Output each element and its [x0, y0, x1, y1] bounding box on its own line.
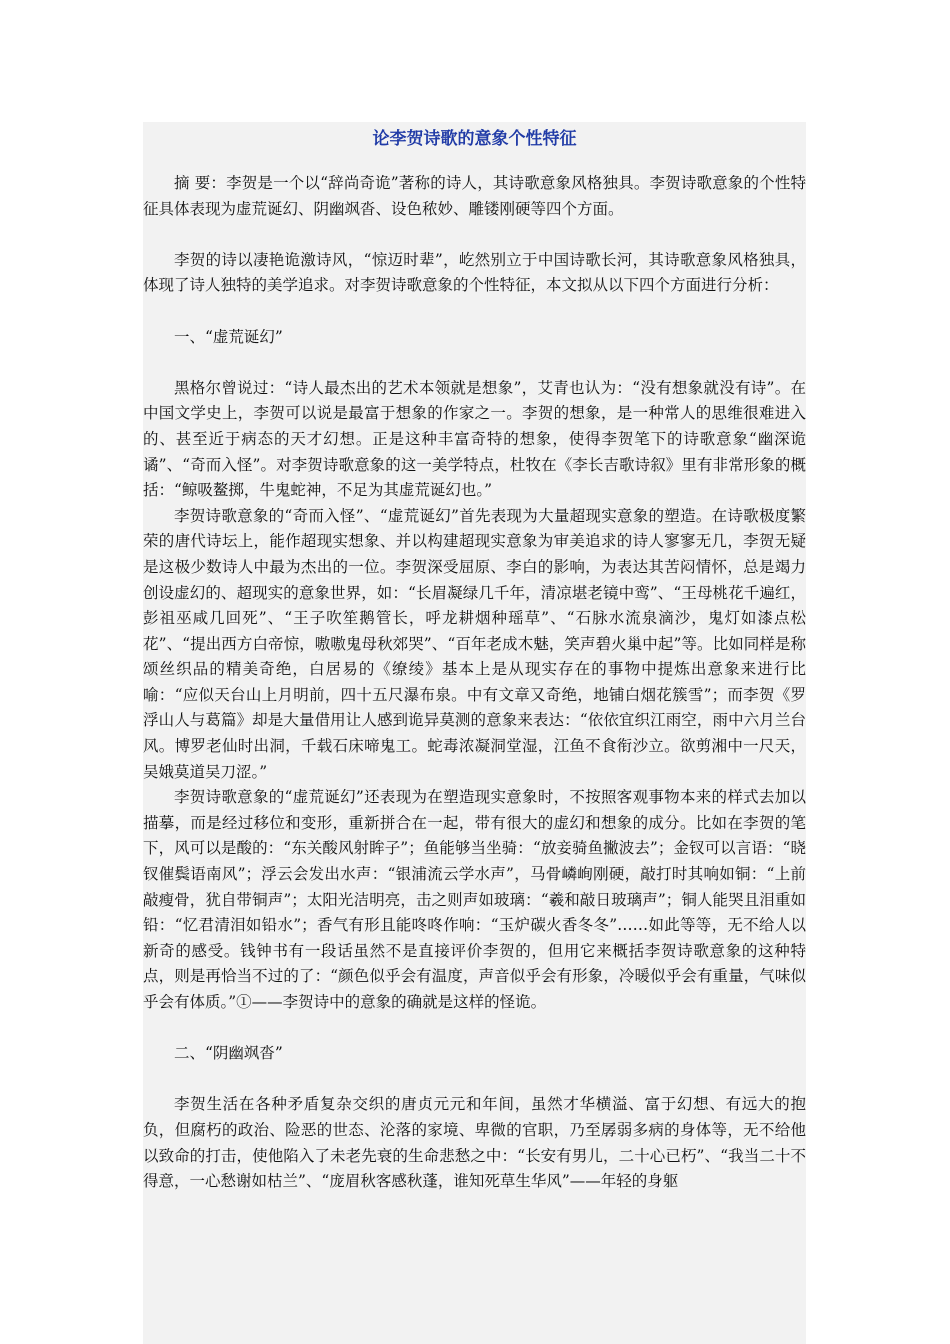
section1-paragraph-2: 李贺诗歌意象的“奇而入怪”、“虚荒诞幻”首先表现为大量超现实意象的塑造。在诗歌极度繁荣的唐代诗坛上，能作超现实想象、并以构建超现实意象为审美追求的诗人寥寥无几，李贺无疑是这极少数诗人中最为杰出的一位。李贺深受屈原、李白的影响，为表达其苦闷情怀，总是竭力创设虚幻的、超现实的意象世界，如：“长眉凝绿几千年，清凉堪老镜中鸾”、“王母桃花千遍红，彭祖巫咸几回死”、“王子吹笙鹅管长，呼龙耕烟种瑶草”、“石脉水流泉滴沙，鬼灯如漆点松花”、“提出西方白帝惊，嗷嗷鬼母秋郊哭”、“百年老成木魅，笑声碧火巢中起”等。比如同样是称颂丝织品的精美奇绝，白居易的《缭绫》基本上是从现实存在的事物中提炼出意象来进行比喻：“应似天台山上月明前，四十五尺瀑布泉。中有文章又奇绝，地铺白烟花簇雪”；而李贺《罗浮山人与葛篇》却是大量借用让人感到诡异莫测的意象来表达：“依依宜织江雨空，雨中六月兰台风。博罗老仙时出洞，千载石床啼鬼工。蛇毒浓凝洞堂湿，江鱼不食衔沙立。欲剪湘中一尺天，吴娥莫道吴刀涩。” — [143, 506, 806, 781]
article-title: 论李贺诗歌的意象个性特征 — [372, 129, 577, 149]
section-heading-1: 一、“虚荒诞幻” — [174, 327, 283, 346]
section2-paragraph-1: 李贺生活在各种矛盾复杂交织的唐贞元元和年间，虽然才华横溢、富于幻想、有远大的抱负，但腐朽的政治、险恶的世态、沦落的家境、卑微的官职，乃至孱弱多病的身体等，无不给他以致命的打击，使他陷入了未老先衰的生命悲愁之中：“长安有男儿，二十心已朽”、“我当二十不得意，一心愁谢如枯兰”、“庞眉秋客感秋蓬，谁知死草生华风”——年轻的身躯 — [143, 1095, 806, 1191]
blank-line — [143, 1016, 806, 1042]
blank-line — [143, 299, 806, 325]
section-heading-2: 二、“阴幽飒沓” — [174, 1044, 283, 1063]
blank-line — [143, 222, 806, 248]
intro-paragraph: 李贺的诗以凄艳诡激诗风，“惊迈时辈”，屹然别立于中国诗歌长河，其诗歌意象风格独具，体现了诗人独特的美学追求。对李贺诗歌意象的个性特征，本文拟从以下四个方面进行分析： — [143, 250, 806, 295]
article-body — [143, 122, 806, 1344]
section1-paragraph-1: 黑格尔曾说过：“诗人最杰出的艺术本领就是想象”，艾青也认为：“没有想象就没有诗”。在中国文学史上，李贺可以说是最富于想象的作家之一。李贺的想象，是一种常人的思维很难进入的、甚至近于病态的天才幻想。正是这种丰富奇特的想象，使得李贺笔下的诗歌意象“幽深诡谲”、“奇而入怪”。对李贺诗歌意象的这一美学特点，杜牧在《李长吉歌诗叙》里有非常形象的概括：“鲸吸鳌掷，牛鬼蛇神，不足为其虚荒诞幻也。” — [143, 378, 806, 500]
section1-paragraph-3: 李贺诗歌意象的“虚荒诞幻”还表现为在塑造现实意象时，不按照客观事物本来的样式去加以描摹，而是经过移位和变形，重新拼合在一起，带有很大的虚幻和想象的成分。比如在李贺的笔下，风可以是酸的：“东关酸风射眸子”；鱼能够当坐骑：“放妾骑鱼撇波去”；金钗可以言语：“晓钗催鬓语南风”；浮云会发出水声：“银浦流云学水声”，马骨嶙峋刚硬，敲打时其响如铜：“上前敲瘦骨，犹自带铜声”；太阳光洁明亮，击之则声如玻璃：“羲和敲日玻璃声”；铜人能哭且泪重如铅：“忆君清泪如铅水”；香气有形且能咚咚作响：“玉炉碳火香冬冬”……如此等等，无不给人以新奇的感受。钱钟书有一段话虽然不是直接评价李贺的，但用它来概括李贺诗歌意象的这种特点，则是再恰当不过的了：“颜色似乎会有温度，声音似乎会有形象，冷暖似乎会有重量，气味似乎会有体质。”①——李贺诗中的意象的确就是这样的怪诡。 — [143, 788, 806, 1011]
blank-line — [143, 350, 806, 376]
blank-line — [143, 1067, 806, 1093]
abstract-paragraph: 摘 要：李贺是一个以“辞尚奇诡”著称的诗人，其诗歌意象风格独具。李贺诗歌意象的个性特征具体表现为虚荒诞幻、阴幽飒沓、设色秾妙、雕镂刚硬等四个方面。 — [143, 174, 806, 218]
